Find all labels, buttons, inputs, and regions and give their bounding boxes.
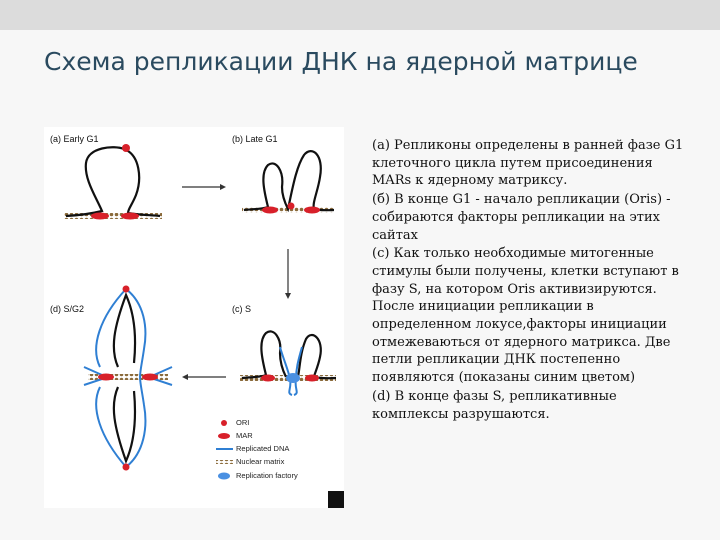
- replication-figure: [44, 127, 344, 508]
- panel-c-diagram: [240, 331, 336, 395]
- ori-dot: [123, 286, 130, 293]
- paragraph-a: (a) Репликоны определены в ранней фазе G1 клеточного цикла путем присоединения MARs к ядерному матриксу.: [372, 138, 684, 189]
- ori-dot: [123, 464, 130, 471]
- dna-loop: [66, 147, 160, 216]
- ori-dot: [122, 144, 130, 152]
- legend-replicated-dna: Replicated DNA: [236, 444, 290, 453]
- red-blob-icon: [218, 433, 230, 439]
- replication-diagram: [44, 127, 344, 508]
- panel-label-a: (a) Early G1: [50, 134, 99, 144]
- red-dot-icon: [221, 420, 227, 426]
- mar-blob: [98, 374, 114, 381]
- panel-b-diagram: [242, 151, 334, 213]
- slide-title: Схема репликации ДНК на ядерной матрице: [44, 47, 638, 76]
- paragraph-d: (d) В конце фазы S, репликативные комплексы разрушаются.: [372, 388, 617, 422]
- legend-replication-factory: Replication factory: [236, 471, 298, 480]
- mar-blob: [305, 375, 319, 382]
- ori-dot: [288, 203, 295, 210]
- top-bar: [0, 0, 720, 30]
- legend-nuclear-matrix: Nuclear matrix: [236, 457, 285, 466]
- panel-label-b: (b) Late G1: [232, 134, 278, 144]
- mar-blob: [261, 375, 275, 382]
- paragraph-c: (с) Как только необходимые митогенные стимулы были получены, клетки вступают в фазу S, на котором Oris активизируются. После инициации репликации в определенном локусе,факторы инициации отмежеваються от ядерного матрикса. Две петли репликации ДНК постепенно появляются (показаны синим цветом): [372, 246, 679, 386]
- replicated-dna: [280, 347, 292, 395]
- mar-blob: [142, 374, 158, 381]
- legend-mar: MAR: [236, 431, 253, 440]
- panel-a-diagram: [64, 144, 162, 220]
- mar-blob: [121, 213, 139, 220]
- panel-label-c: (c) S: [232, 304, 251, 314]
- dna-loops: [244, 151, 334, 210]
- beaded-line-icon: [216, 460, 233, 464]
- legend-ori: ORI: [236, 418, 250, 427]
- mar-blob: [304, 207, 320, 214]
- mar-blob: [91, 213, 109, 220]
- paragraph-b: (б) В конце G1 - начало репликации (Oris) - собираются факторы репликации на этих сайтах: [372, 192, 671, 243]
- panel-label-d: (d) S/G2: [50, 304, 85, 314]
- description-text: [372, 137, 687, 424]
- replication-factory: [286, 373, 300, 383]
- panel-d-diagram: [84, 286, 172, 471]
- corner-mark: [328, 491, 344, 508]
- blue-oval-icon: [218, 473, 230, 480]
- mar-blob: [262, 207, 278, 214]
- legend-icons: [216, 420, 233, 480]
